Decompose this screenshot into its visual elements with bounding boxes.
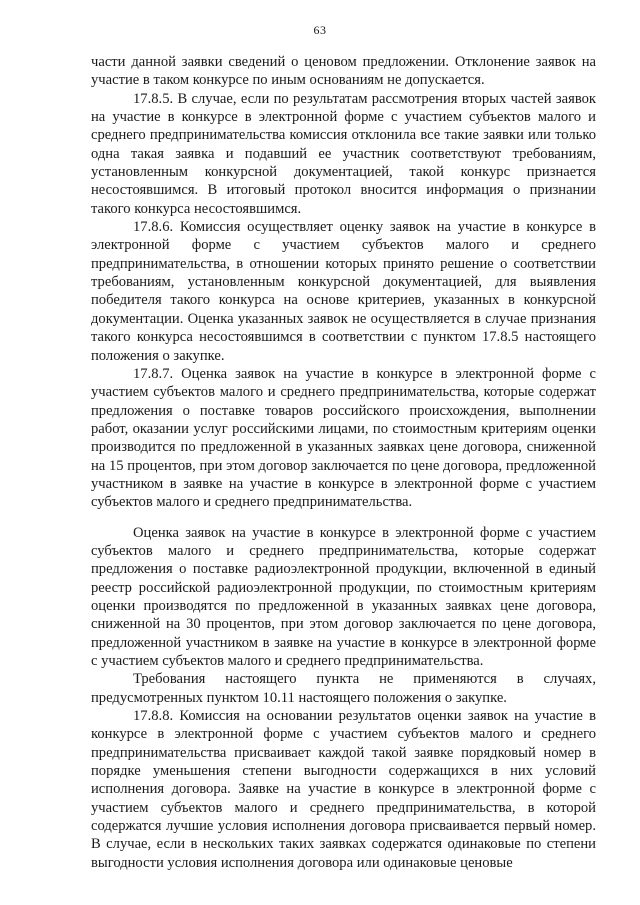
page-number: 63 — [313, 23, 327, 37]
paragraph-17-8-6: 17.8.6. Комиссия осуществляет оценку заявок на участие в конкурсе в электронной форме с участием субъектов малого и среднего предпринимательства, в отношении которых принято решение о соответствии требованиям, установленным конкурсной документацией, для выявления победителя такого конкурса на основе критериев, указанных в конкурсной документации. Оценка указанных заявок не осуществляется в случае признания такого конкурса несостоявшимся в соответствии с пунктом 17.8.5 настоящего положения о закупке. — [91, 219, 596, 364]
document-body — [91, 53, 596, 872]
paragraph-radioelectronic-evaluation: Оценка заявок на участие в конкурсе в электронной форме с участием субъектов малого и среднего предпринимательства, которые содержат предложения о поставке радиоэлектронной продукции, включенной в единый реестр российской радиоэлектронной продукции, по стоимостным критериям оценки производятся по предложенной в указанных заявках цене договора, сниженной на 30 процентов, при этом договор заключается по цене договора, предложенной участником в заявке на участие в конкурсе в электронной форме с участием субъектов малого и среднего предпринимательства. — [91, 524, 596, 669]
paragraph-17-8-8: 17.8.8. Комиссия на основании результатов оценки заявок на участие в конкурсе в электронной форме с участием субъектов малого и среднего предпринимательства присваивает каждой такой заявке порядковый номер в порядке уменьшения степени выгодности содержащихся в них условий исполнения договора. Заявке на участие в конкурсе в электронной форме с участием субъектов малого и среднего предпринимательства, в которой содержатся лучшие условия исполнения договора присваивается первый номер. В случае, если в нескольких таких заявках содержатся одинаковые по степени выгодности условия исполнения договора или одинаковые ценовые — [91, 708, 596, 871]
paragraph-requirements-exception: Требования настоящего пункта не применяются в случаях, предусмотренных пунктом 10.11 настоящего положения о закупке. — [91, 671, 596, 706]
paragraph-17-8-7: 17.8.7. Оценка заявок на участие в конкурсе в электронной форме с участием субъектов малого и среднего предпринимательства, которые содержат предложения о поставке товаров российского происхождения, выполнении работ, оказании услуг российскими лицами, по стоимостным критериям оценки производится по предложенной в указанных заявках цене договора, сниженной на 15 процентов, при этом договор заключается по цене договора, предложенной участником в заявке на участие в конкурсе в электронной форме с участием субъектов малого и среднего предпринимательства. — [91, 365, 596, 511]
paragraph-17-8-5: 17.8.5. В случае, если по результатам рассмотрения вторых частей заявок на участие в конкурсе в электронной форме с участием субъектов малого и среднего предпринимательства комиссия отклонила все такие заявки или только одна такая заявка и подавший ее участник соответствуют требованиям, установленным конкурсной документацией, такой конкурс признается несостоявшимся. В итоговый протокол вносится информация о признании такого конкурса несостоявшимся. — [91, 90, 596, 217]
paragraph-continuation: части данной заявки сведений о ценовом предложении. Отклонение заявок на участие в таком конкурсе по иным основаниям не допускается. — [91, 54, 596, 89]
